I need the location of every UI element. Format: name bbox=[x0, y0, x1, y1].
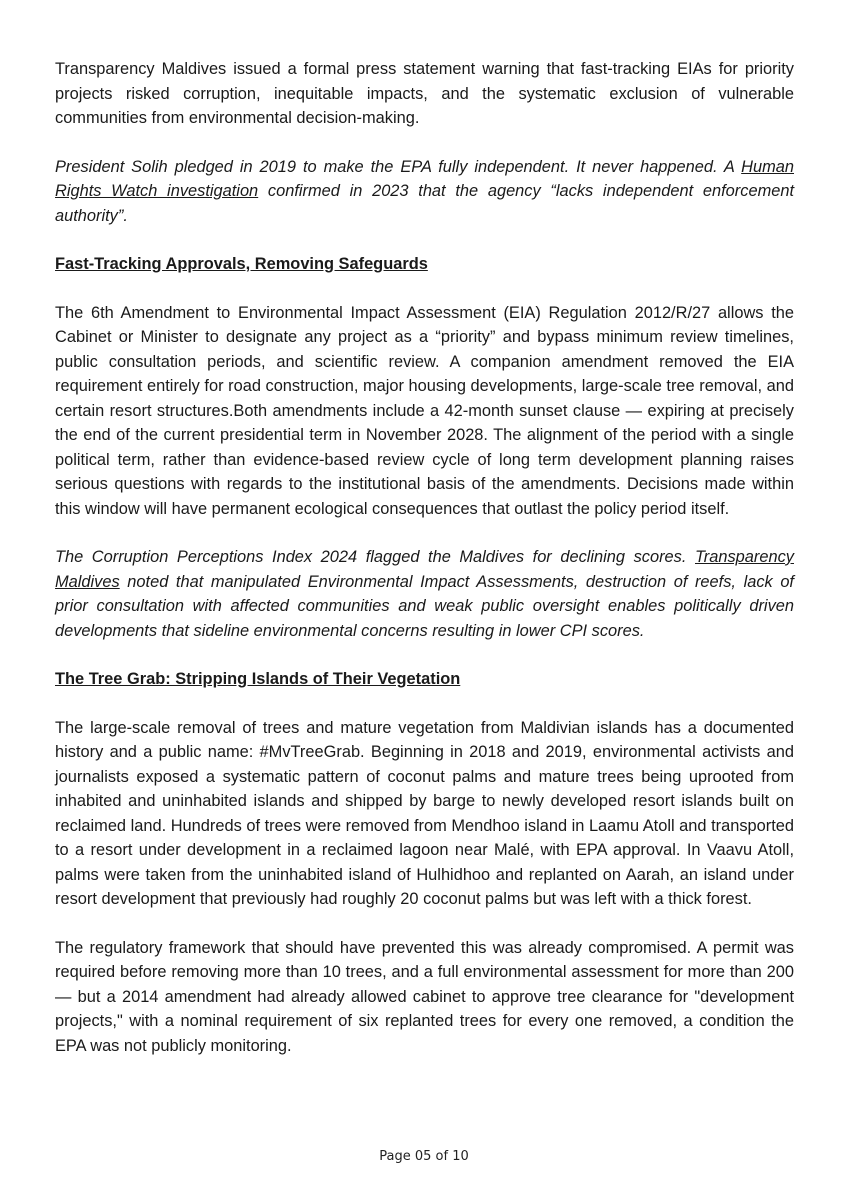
paragraph-text: The Corruption Perceptions Index 2024 flagged the Maldives for declining scores. bbox=[55, 548, 695, 566]
transparency-maldives-link[interactable]: Transparency Maldives bbox=[55, 548, 794, 591]
document-page bbox=[55, 57, 794, 1082]
human-rights-watch-link[interactable]: Human Rights Watch investigation bbox=[55, 157, 794, 200]
paragraph-text: President Solih pledged in 2019 to make the EPA fully independent. It never happened. A bbox=[55, 157, 742, 176]
paragraph-regulatory-framework: The regulatory framework that should have prevented this was already compromised. A permit was required before removing more than 10 trees, and a full environmental assessment for more than 200 — but a 2014 amendment had already allowed cabinet to approve tree clearance for "development projects," with a nominal requirement of six replanted trees for every one removed, a condition the EPA was not publicly monitoring. bbox=[55, 938, 794, 1055]
section-heading-tree-grab: The Tree Grab: Stripping Islands of Their Vegetation bbox=[55, 670, 461, 688]
paragraph-text: noted that manipulated Environmental Impact Assessments, destruction of reefs, lack of prior consultation with affected communities and weak public oversight enables politically driven developments that sideline environmental concerns resulting in lower CPI scores. bbox=[55, 572, 794, 640]
paragraph-epa-independence bbox=[55, 155, 794, 229]
paragraph-tree-removal: The large-scale removal of trees and mature vegetation from Maldivian islands has a documented history and a public name: #MvTreeGrab. Beginning in 2018 and 2019, environmental activists and journalists exposed a systematic pattern of coconut palms and mature trees being uprooted from inhabited and uninhabited islands and shipped by barge to newly developed resort islands built on reclaimed land. Hundreds of trees were removed from Mendhoo island in Laamu Atoll and transported to a resort under development in a reclaimed lagoon near Malé, with EPA approval. In Vaavu Atoll, palms were taken from the uninhabited island of Hulhidhoo and replanted on Aarah, an island under resort development that previously had roughly 20 coconut palms but was left with a thick forest. bbox=[55, 718, 794, 908]
section-heading-fast-tracking: Fast-Tracking Approvals, Removing Safeguards bbox=[55, 255, 428, 273]
paragraph-text: confirmed in 2023 that the agency “lacks independent enforcement authority”. bbox=[55, 182, 795, 225]
paragraph-press-statement: Transparency Maldives issued a formal press statement warning that fast-tracking EIAs for priority projects risked corruption, inequitable impacts, and the systematic exclusion of vulnerable communities from environmental decision-making. bbox=[55, 60, 794, 127]
paragraph-cpi bbox=[55, 545, 794, 643]
page-number: Page 05 of 10 bbox=[379, 1149, 469, 1164]
paragraph-eia-amendment: The 6th Amendment to Environmental Impact Assessment (EIA) Regulation 2012/R/27 allows the Cabinet or Minister to designate any project as a “priority” and bypass minimum review timelines, public consultation periods, and scientific review. A companion amendment removed the EIA requirement entirely for road construction, major housing developments, large-scale tree removal, and certain resort structures.Both amendments include a 42-month sunset clause — expiring at precisely the end of the current presidential term in November 2028. The alignment of the period with a single political term, rather than evidence-based review cycle of long term development planning raises serious questions with regards to the institutional basis of the amendments. Decisions made within this window will have permanent ecological consequences that outlast the policy period itself. bbox=[55, 303, 794, 518]
